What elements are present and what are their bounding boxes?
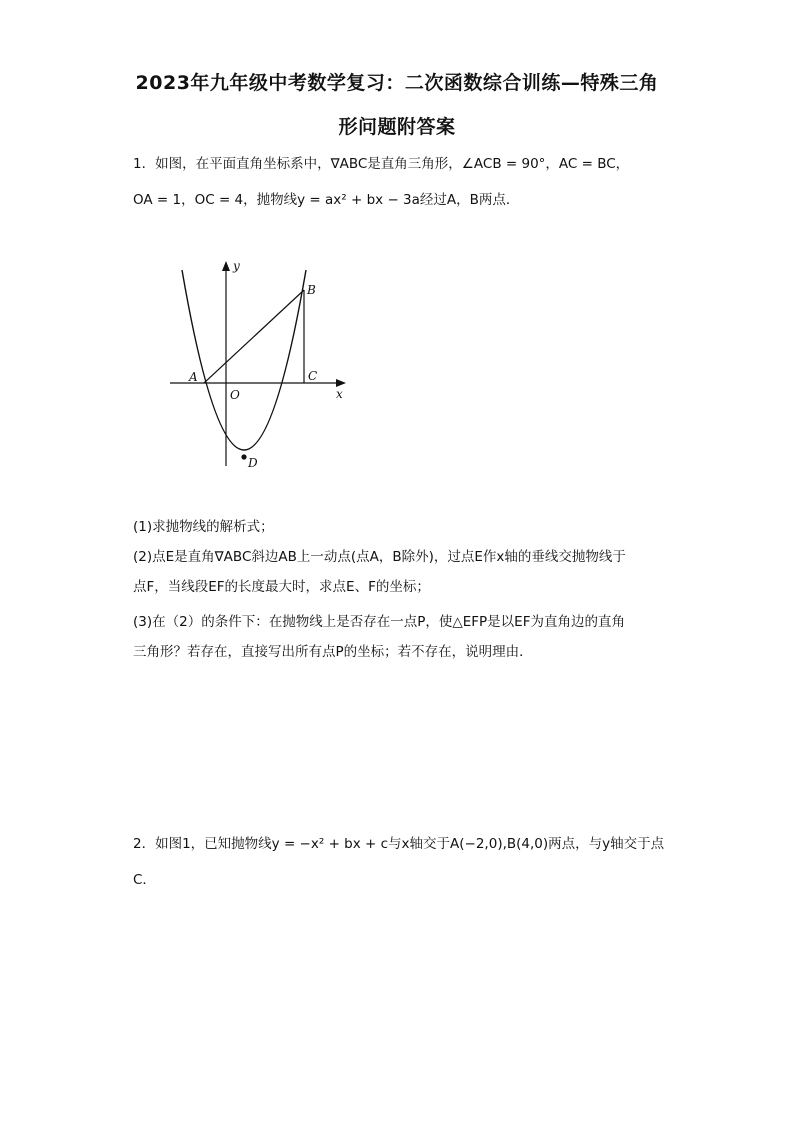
q1-part-2-line-2: 点F，当线段EF的长度最大时，求点E、F的坐标；: [133, 579, 430, 595]
document-title-line-1: 2023年九年级中考数学复习：二次函数综合训练—特殊三角: [135, 72, 659, 94]
parabola-curve: [182, 270, 306, 450]
q1-part-2-line-1: (2)点E是直角∇ABC斜边AB上一动点(点A，B除外)，过点E作x轴的垂线交抛物线于: [133, 549, 626, 565]
label-y: y: [233, 259, 240, 273]
point-D: [241, 454, 246, 459]
document-title-line-2: 形问题附答案: [338, 116, 456, 138]
segment-AB: [204, 290, 304, 383]
label-O: O: [230, 388, 240, 402]
label-A: A: [189, 370, 198, 384]
q1-part-3-line-2: 三角形？若存在，直接写出所有点P的坐标；若不存在，说明理由．: [133, 644, 533, 660]
label-x: x: [336, 387, 343, 401]
label-B: B: [307, 283, 316, 297]
q1-statement-line-1: 1．如图，在平面直角坐标系中，∇ABC是直角三角形，∠ACB = 90°，AC = BC，: [133, 156, 630, 172]
label-D: D: [248, 456, 258, 470]
q2-statement-line-2: C．: [133, 872, 156, 888]
q1-part-1: (1)求抛物线的解析式；: [133, 519, 274, 535]
q1-statement-line-2: OA = 1，OC = 4，抛物线y = ax² + bx − 3a经过A，B两点．: [133, 192, 520, 208]
q1-part-3-line-1: (3)在（2）的条件下：在抛物线上是否存在一点P，使△EFP是以EF为直角边的直角: [133, 614, 625, 630]
x-axis-arrow: [336, 379, 346, 387]
q2-statement-line-1: 2．如图1，已知抛物线y = −x² + bx + c与x轴交于A(−2,0),B(4,0)两点，与y轴交于点: [133, 836, 665, 852]
y-axis-arrow: [222, 261, 230, 271]
label-C: C: [308, 369, 318, 383]
